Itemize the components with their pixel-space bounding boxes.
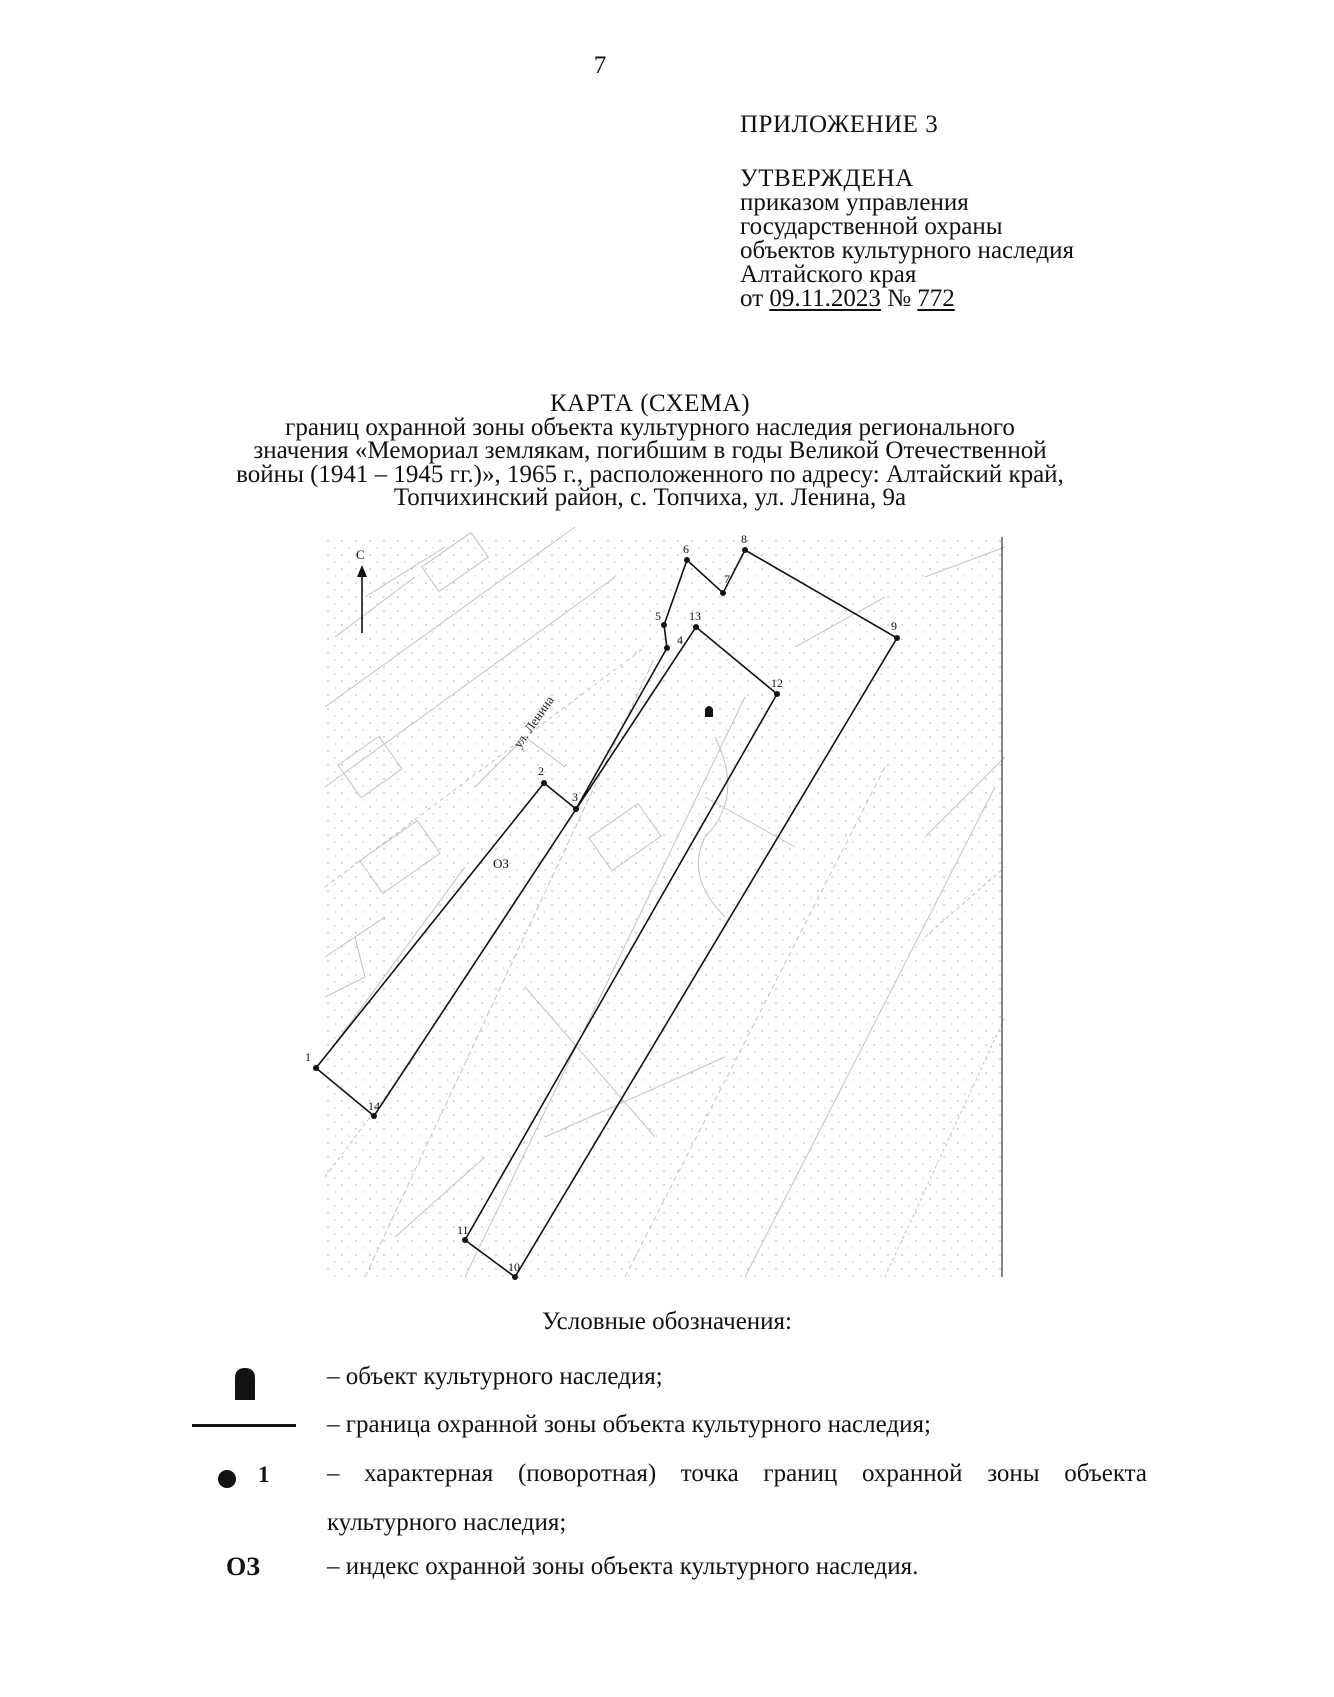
approval-line-3: объектов культурного наследия <box>740 237 1074 264</box>
zone-code-label: ОЗ <box>493 856 509 871</box>
legend-zone-code-symbol: ОЗ <box>226 1552 260 1581</box>
point-label-10: 10 <box>508 1260 520 1274</box>
approval-date-line <box>740 287 1074 311</box>
boundary-point-12 <box>774 691 780 697</box>
approval-line-2: государственной охраны <box>740 213 1003 240</box>
point-label-9: 9 <box>891 619 897 633</box>
legend-point-number: 1 <box>258 1462 270 1487</box>
legend-point-dot-icon <box>218 1470 236 1488</box>
north-label: С <box>356 547 365 562</box>
point-label-14: 14 <box>368 1099 380 1113</box>
point-label-1: 1 <box>305 1050 311 1064</box>
title-line-4: Топчихинский район, с. Топчиха, ул. Ленина, 9а <box>393 484 907 511</box>
boundary-point-13 <box>693 624 699 630</box>
boundary-point-8 <box>742 547 748 553</box>
legend-monument-text: – объект культурного наследия; <box>327 1363 663 1390</box>
page-number: 7 <box>593 52 607 79</box>
point-label-3: 3 <box>572 790 578 804</box>
boundary-point-11 <box>462 1237 468 1243</box>
point-label-8: 8 <box>741 532 747 546</box>
approval-block <box>740 113 1074 311</box>
legend-boundary-line-icon <box>192 1424 296 1427</box>
boundary-point-5 <box>661 622 667 628</box>
legend-boundary-text: – граница охранной зоны объекта культурного наследия; <box>327 1411 931 1438</box>
point-label-12: 12 <box>771 676 783 690</box>
approval-number: 772 <box>917 285 955 312</box>
date-prefix: от <box>740 285 770 312</box>
monument-icon <box>705 706 713 717</box>
title-line-2: значения «Мемориал землякам, погибшим в годы Великой Отечественной <box>253 437 1047 464</box>
legend-zone-code-text: – индекс охранной зоны объекта культурного наследия. <box>327 1553 919 1580</box>
title-heading: КАРТА (СХЕМА) <box>549 390 751 417</box>
boundary-point-9 <box>894 635 900 641</box>
boundary-point-14 <box>371 1113 377 1119</box>
point-label-13: 13 <box>689 609 701 623</box>
point-label-7: 7 <box>724 572 730 586</box>
street-label: ул. Ленина <box>510 692 557 751</box>
legend-point-text-2: культурного наследия; <box>327 1509 567 1536</box>
point-label-11: 11 <box>457 1223 469 1237</box>
point-label-6: 6 <box>683 542 689 556</box>
title-line-1: границ охранной зоны объекта культурного наследия регионального <box>285 413 1015 441</box>
map-background <box>325 527 1005 1277</box>
approval-date: 09.11.2023 <box>769 285 881 312</box>
boundary-point-4 <box>664 645 670 651</box>
legend-point-text-1: – характерная (поворотная) точка границ охранной зоны объекта <box>327 1460 1147 1487</box>
point-label-2: 2 <box>538 764 544 778</box>
boundary-point-10 <box>512 1274 518 1280</box>
boundary-point-2 <box>541 780 547 786</box>
document-title <box>150 392 1150 510</box>
approved-label: УТВЕРЖДЕНА <box>740 165 914 192</box>
boundary-point-1 <box>313 1065 319 1071</box>
legend-title: Условные обозначения: <box>541 1308 793 1335</box>
approval-line-4: Алтайского края <box>740 261 917 288</box>
annex-label: ПРИЛОЖЕНИЕ 3 <box>740 111 939 138</box>
number-prefix: № <box>880 285 918 312</box>
point-label-5: 5 <box>655 609 661 623</box>
approval-line-1: приказом управления <box>740 189 969 216</box>
legend-monument-icon <box>232 1366 258 1400</box>
boundary-point-3 <box>573 806 579 812</box>
boundary-point-6 <box>684 557 690 563</box>
point-label-4: 4 <box>677 633 683 647</box>
title-line-3: войны (1941 – 1945 гг.)», 1965 г., расположенного по адресу: Алтайский край, <box>236 460 1064 488</box>
boundary-point-7 <box>720 590 726 596</box>
boundary-map <box>305 532 1005 1277</box>
